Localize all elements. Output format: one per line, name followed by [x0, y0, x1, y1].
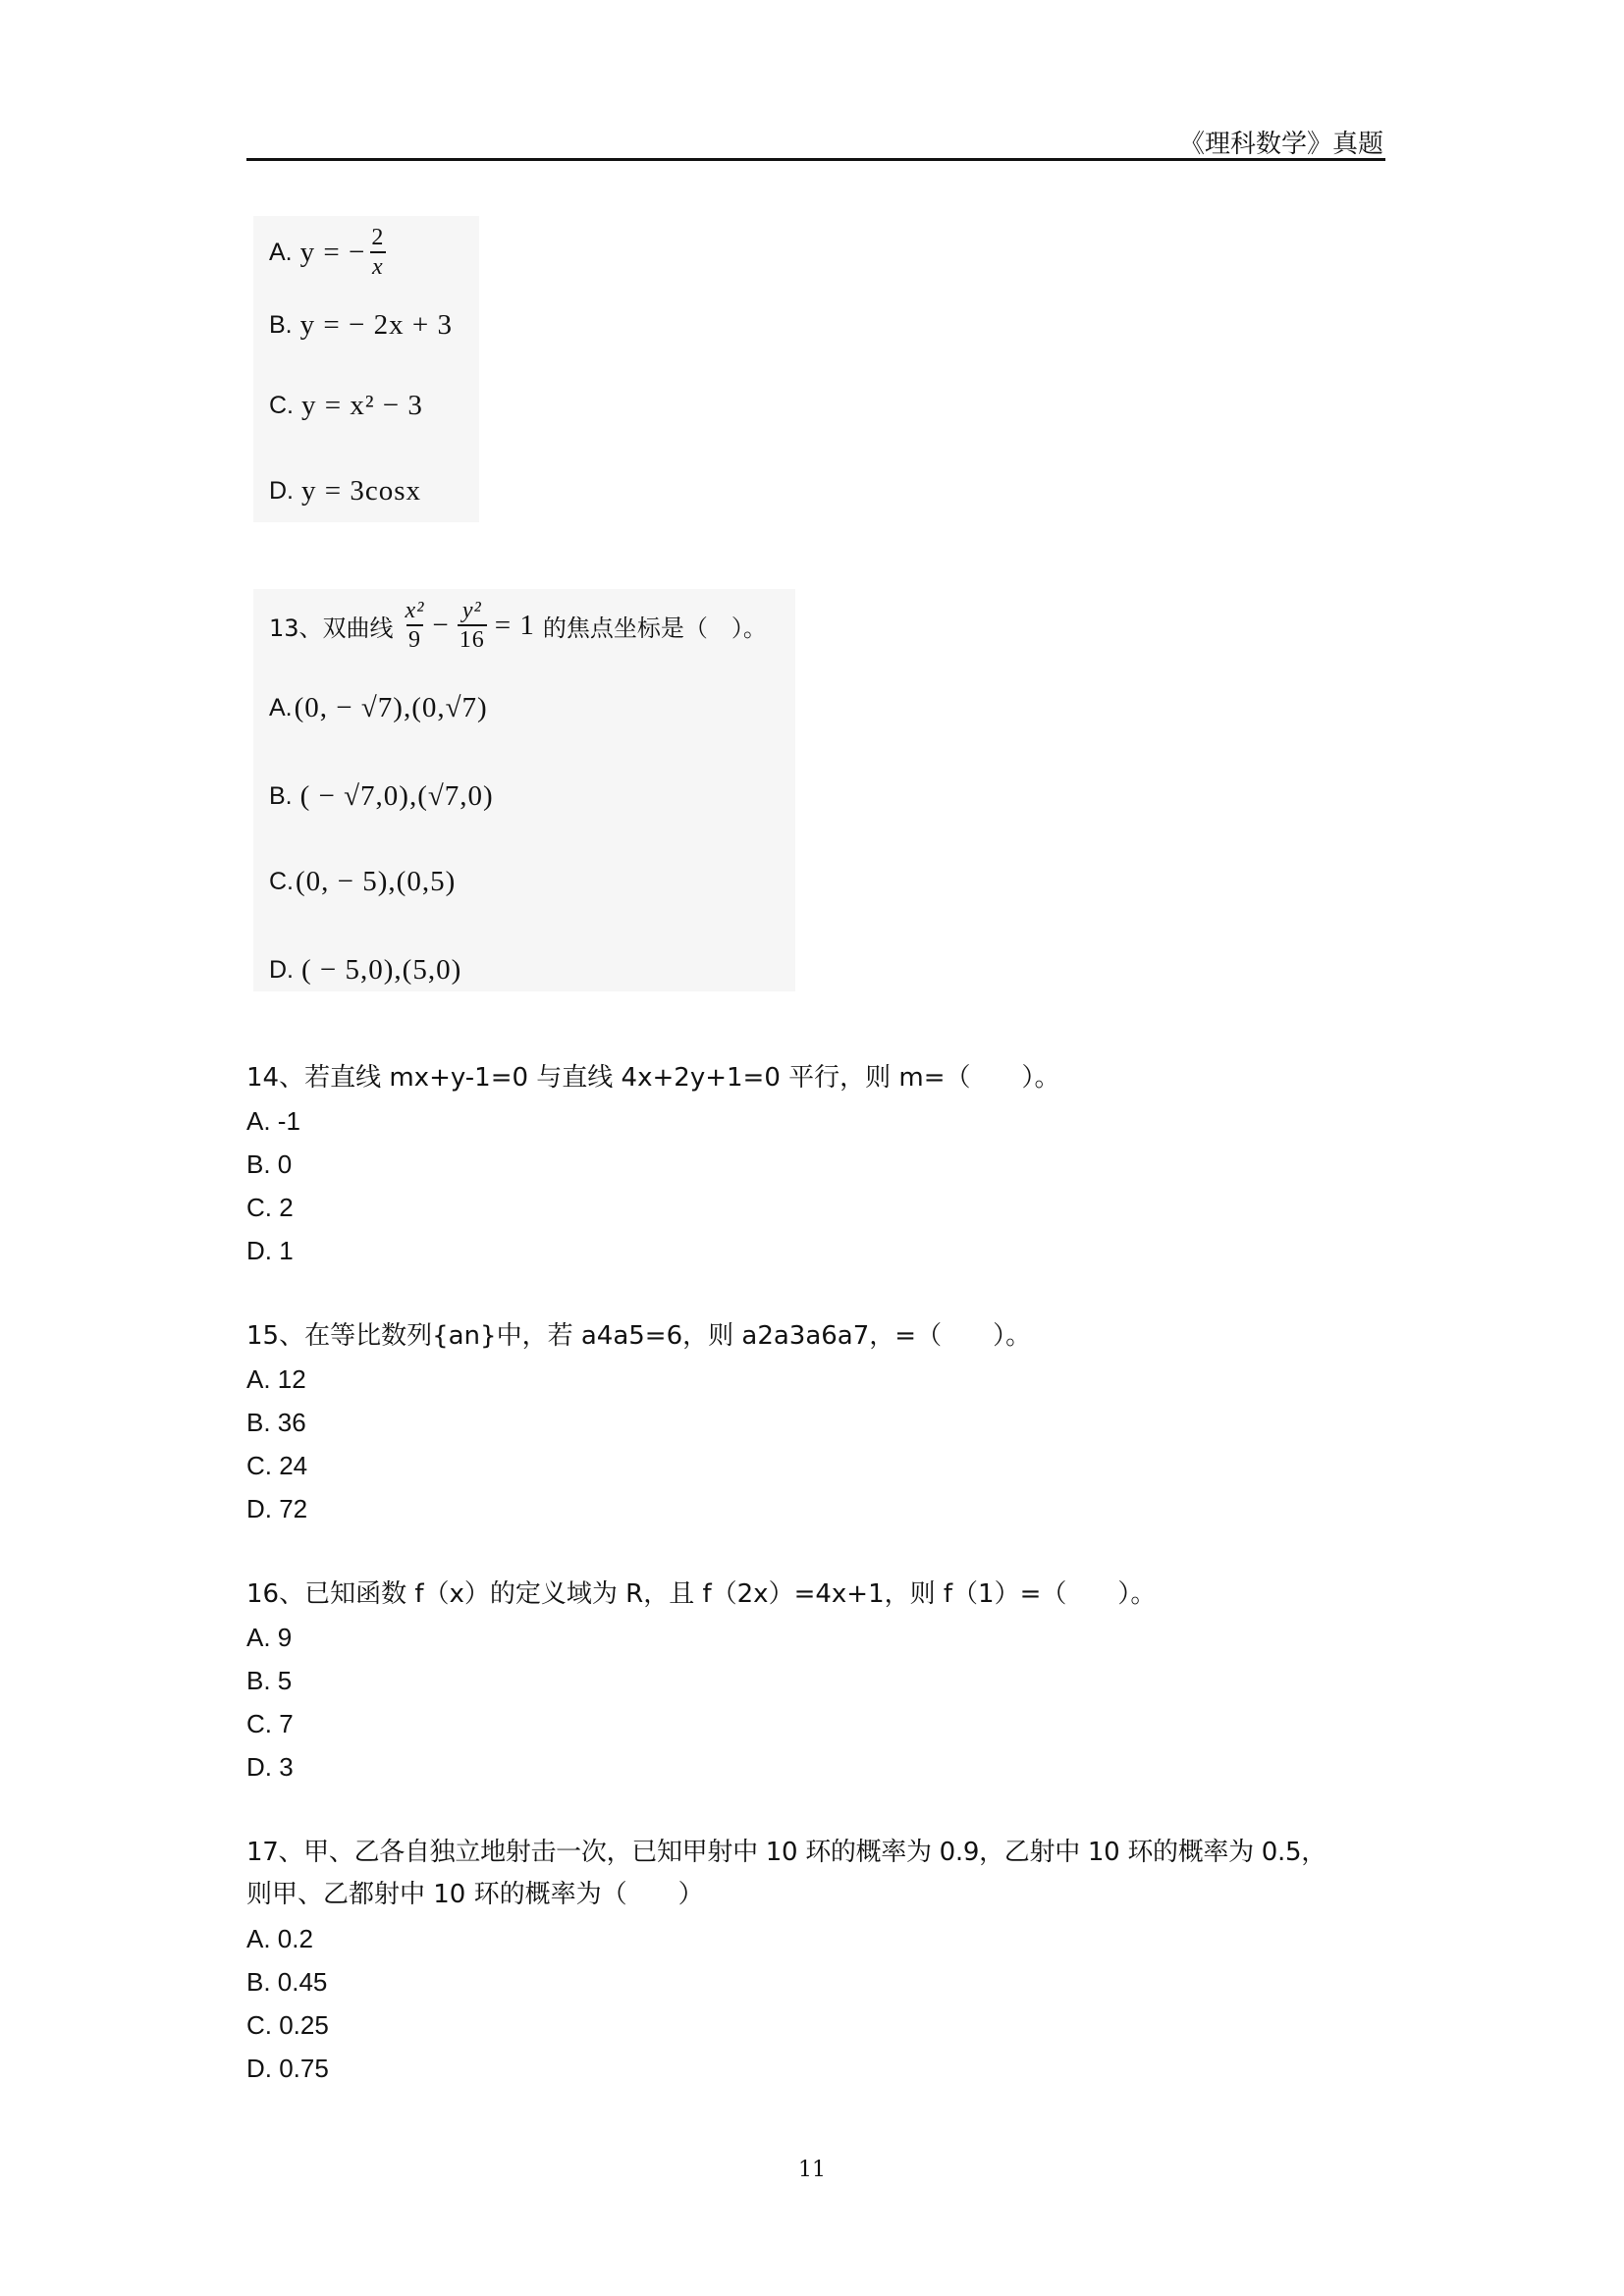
q14-stem: 14、若直线 mx+y-1=0 与直线 4x+2y+1=0 平行，则 m=（ ）。 — [246, 1063, 1060, 1093]
q17-option-c[interactable]: C. 0.25 — [246, 2010, 329, 2040]
q16-option-a[interactable]: A. 9 — [246, 1623, 293, 1652]
q13-fraction-y: $\frac{\text{y²}}{16}$ — [459, 598, 485, 653]
q13-fraction-x: $\frac{\text{x²}}{9}$ — [405, 598, 425, 653]
q16-option-b[interactable]: B. 5 — [246, 1666, 293, 1695]
q12-option-d[interactable]: D. y = 3cosx — [269, 475, 422, 507]
q14-option-a[interactable]: A. -1 — [246, 1106, 300, 1136]
q15-option-a[interactable]: A. 12 — [246, 1364, 306, 1394]
q12-option-b[interactable]: B. y = − 2x + 3 — [269, 309, 453, 341]
q15-option-d[interactable]: D. 72 — [246, 1494, 308, 1523]
q17-stem-line2: 则甲、乙都射中 10 环的概率为（ ） — [246, 1880, 704, 1909]
q12-option-b-math: y = − 2x + 3 — [299, 309, 453, 341]
q13-option-d[interactable]: D. ( − 5,0),(5,0) — [269, 954, 462, 986]
q17-option-d[interactable]: D. 0.75 — [246, 2054, 329, 2083]
q16-option-c[interactable]: C. 7 — [246, 1709, 294, 1738]
header-title: 《理科数学》真题 — [1178, 130, 1383, 159]
q15-option-b[interactable]: B. 36 — [246, 1408, 306, 1437]
q14-option-d[interactable]: D. 1 — [246, 1236, 294, 1265]
q12-option-c-math: y = x² − 3 — [301, 390, 423, 421]
page-number: 11 — [798, 2158, 826, 2182]
q14-option-c[interactable]: C. 2 — [246, 1193, 294, 1222]
q12-option-a-math: y = − — [299, 236, 366, 268]
q13-option-a[interactable]: A. (0, − √7),(0,√7) — [269, 692, 488, 723]
q12-option-a[interactable]: A. y = − $\frac{2}{x}$ — [269, 225, 385, 280]
q12-option-d-math: y = 3cosx — [301, 475, 422, 507]
q17-stem-line1: 17、甲、乙各自独立地射击一次，已知甲射中 10 环的概率为 0.9，乙射中 10 环的概率为 0.5， — [246, 1838, 1326, 1867]
q16-stem: 16、已知函数 f（x）的定义域为 R，且 f（2x）=4x+1，则 f（1）=（ ）。 — [246, 1579, 1157, 1609]
q17-option-a[interactable]: A. 0.2 — [246, 1924, 313, 1953]
q13-option-c[interactable]: C. (0, − 5),(0,5) — [269, 866, 457, 897]
q12-option-a-fraction: $\frac{2}{x}$ — [371, 225, 385, 280]
q12-option-c[interactable]: C. y = x² − 3 — [269, 390, 423, 421]
q15-stem: 15、在等比数列{an}中，若 a4a5=6，则 a2a3a6a7，=（ ）。 — [246, 1321, 1032, 1351]
q13-stem: 13、双曲线 $\frac{\text{x²}}{9}$ − $\frac{\text{y²}}{16}$ = 1 的焦点坐标是（ ）。 — [269, 598, 767, 653]
q13-option-b[interactable]: B. ( − √7,0),(√7,0) — [269, 780, 494, 812]
q16-option-d[interactable]: D. 3 — [246, 1752, 294, 1782]
q15-option-c[interactable]: C. 24 — [246, 1451, 308, 1480]
q17-option-b[interactable]: B. 0.45 — [246, 1967, 328, 1997]
q14-option-b[interactable]: B. 0 — [246, 1149, 293, 1179]
header-rule — [246, 158, 1385, 161]
